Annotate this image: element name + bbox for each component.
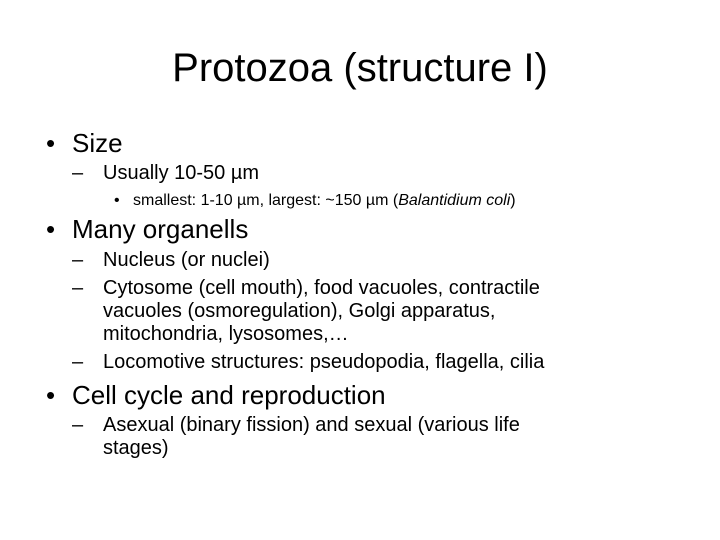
dash-marker: – [72,414,84,436]
cytosome-line-2: vacuoles (osmoregulation), Golgi apparatus, [103,300,496,322]
range-text-after: ) [510,192,516,209]
bullet-cell-cycle [46,380,386,410]
dash-marker: – [72,277,84,299]
asexual-line-1: Asexual (binary fission) and sexual (various life [103,414,520,436]
sub-bullet-locomotive-text: Locomotive structures: pseudopodia, flagella, cilia [103,351,545,373]
species-name: Balantidium coli [398,192,511,209]
sub-bullet-nucleus [72,249,270,272]
bullet-cell-cycle-label: Cell cycle and reproduction [72,380,386,410]
cytosome-line-1: Cytosome (cell mouth), food vacuoles, contractile [103,277,540,299]
dash-marker: – [72,162,84,184]
bullet-size [46,128,123,158]
sub-bullet-usually [72,162,260,185]
dash-marker: – [72,351,84,373]
slide-title: Protozoa (structure I) [172,46,548,90]
bullet-marker: • [114,192,120,209]
sub-bullet-usually-text: Usually 10-50 µm [103,162,260,184]
sub-bullet-asexual [72,414,520,460]
sub-bullet-nucleus-text: Nucleus (or nuclei) [103,249,270,271]
bullet-organells-label: Many organells [72,214,249,244]
bullet-marker: • [46,214,56,244]
sub-bullet-cytosome [72,277,540,346]
dash-marker: – [72,249,84,271]
sub-sub-bullet-range [114,191,516,210]
bullet-organells [46,214,249,244]
bullet-marker: • [46,380,56,410]
bullet-marker: • [46,128,56,158]
cytosome-line-3: mitochondria, lysosomes,… [103,323,349,345]
range-text-before: smallest: 1-10 µm, largest: ~150 µm ( [133,192,399,209]
asexual-line-2: stages) [103,437,169,459]
sub-bullet-locomotive [72,351,545,374]
bullet-size-label: Size [72,128,123,158]
